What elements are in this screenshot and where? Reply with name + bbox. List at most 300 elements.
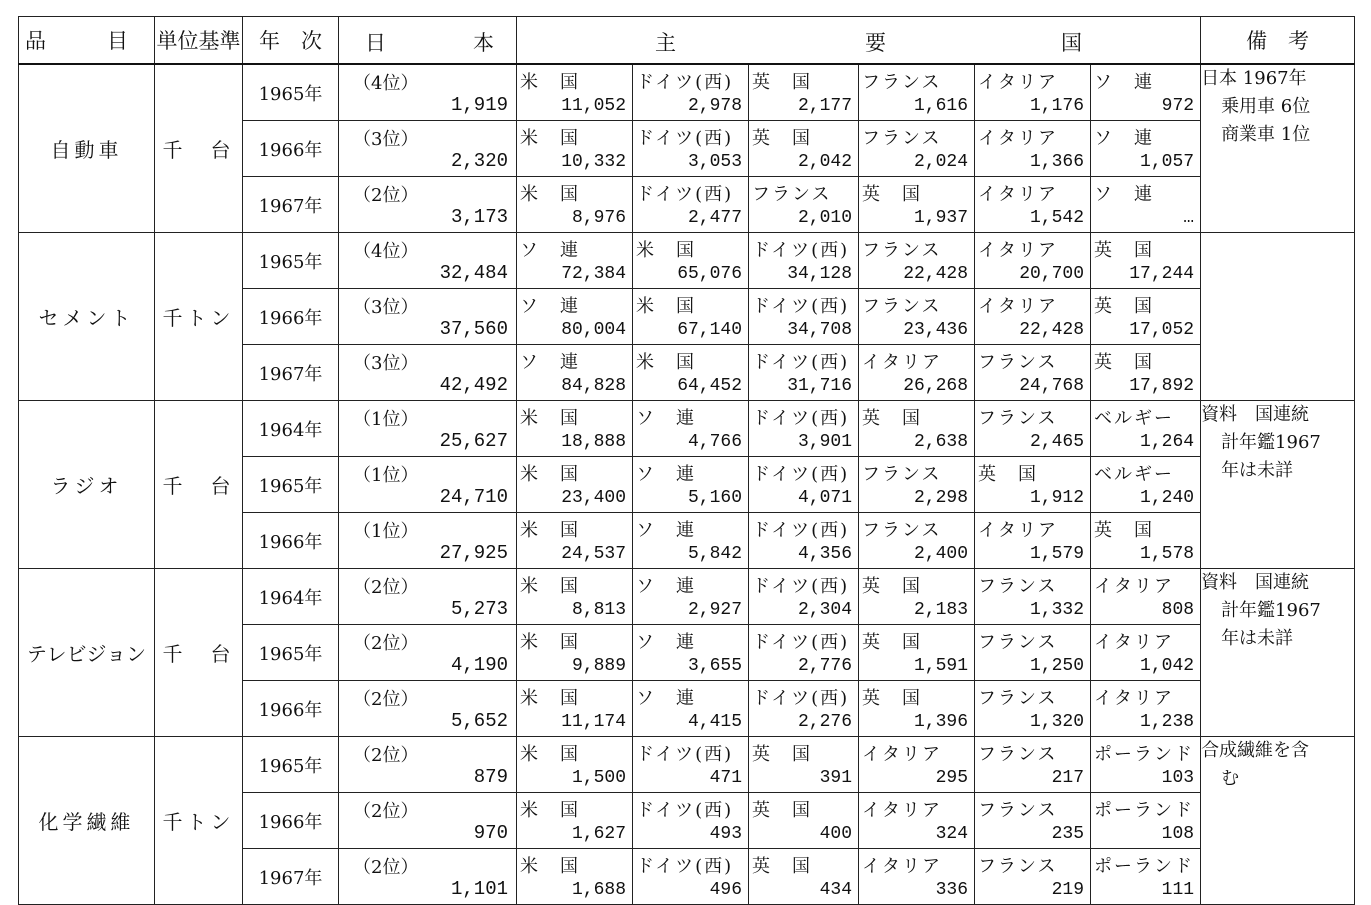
- country-value: 1,578: [1140, 544, 1195, 564]
- country-cell: [1091, 289, 1201, 345]
- country-cell: [749, 345, 859, 401]
- country-cell: [517, 737, 633, 793]
- country-cell: [975, 457, 1091, 513]
- statistics-table-container: [18, 16, 1355, 905]
- japan-rank: （4位）: [353, 241, 419, 262]
- country-cell: [975, 737, 1091, 793]
- country-name: イタリア: [978, 184, 1058, 205]
- country-value: 65,076: [677, 264, 742, 284]
- country-cell: [633, 345, 749, 401]
- country-cell: [749, 177, 859, 233]
- country-cell: [1091, 849, 1201, 905]
- country-value: 4,356: [797, 544, 852, 564]
- country-cell: [859, 849, 975, 905]
- japan-cell: [339, 681, 517, 737]
- country-cell: [975, 233, 1091, 289]
- country-value: 2,304: [797, 600, 852, 620]
- country-cell: [517, 289, 633, 345]
- japan-cell: [339, 64, 517, 121]
- unit-basis: 千 台: [155, 401, 243, 569]
- header-major-char-2: 要: [865, 31, 886, 55]
- country-name: フランス: [862, 128, 942, 149]
- note-cell: [1201, 569, 1355, 737]
- country-cell: [633, 177, 749, 233]
- country-name: フランス: [862, 72, 942, 93]
- country-value: 34,128: [787, 264, 852, 284]
- table-row: [19, 64, 1355, 121]
- country-value: 108: [1161, 824, 1195, 844]
- country-name: フランス: [978, 856, 1058, 877]
- country-cell: [1091, 513, 1201, 569]
- country-cell: [859, 737, 975, 793]
- country-cell: [1091, 177, 1201, 233]
- country-cell: [975, 64, 1091, 121]
- country-value: 808: [1161, 600, 1195, 620]
- country-value: 80,004: [561, 320, 626, 340]
- country-value: 31,716: [787, 376, 852, 396]
- country-value: 972: [1161, 96, 1195, 116]
- year-cell: 1964年: [243, 569, 339, 625]
- item-name: セメント: [19, 233, 155, 401]
- header-major-char-3: 国: [1061, 31, 1082, 55]
- japan-value: 25,627: [439, 430, 508, 452]
- country-value: 3,053: [687, 152, 742, 172]
- country-cell: [749, 233, 859, 289]
- country-name: ベルギー: [1094, 464, 1174, 485]
- country-name: 英 国: [752, 128, 812, 149]
- country-name: ソ 連: [520, 352, 580, 373]
- year-cell: 1966年: [243, 513, 339, 569]
- unit-basis: 千 台: [155, 64, 243, 233]
- japan-value: 27,925: [439, 542, 508, 564]
- country-value: 84,828: [561, 376, 626, 396]
- note-line: 年は未詳: [1221, 628, 1294, 649]
- year-cell: 1966年: [243, 681, 339, 737]
- country-cell: [749, 681, 859, 737]
- country-value: 1,579: [1029, 544, 1084, 564]
- country-value: 1,937: [913, 208, 968, 228]
- note-line: 資料 国連統: [1201, 572, 1310, 593]
- country-value: 2,024: [913, 152, 968, 172]
- country-value: 1,366: [1029, 152, 1084, 172]
- country-name: 米 国: [520, 800, 580, 821]
- note-cell: [1201, 401, 1355, 569]
- country-cell: [517, 121, 633, 177]
- country-name: 英 国: [752, 72, 812, 93]
- country-value: 2,298: [913, 488, 968, 508]
- country-cell: [975, 177, 1091, 233]
- country-cell: [859, 121, 975, 177]
- country-name: 英 国: [862, 184, 922, 205]
- japan-value: 3,173: [450, 206, 508, 228]
- country-cell: [633, 401, 749, 457]
- country-name: ソ 連: [636, 464, 696, 485]
- country-cell: [859, 233, 975, 289]
- country-name: 米 国: [520, 72, 580, 93]
- header-note: 備 考: [1201, 17, 1355, 65]
- country-name: フランス: [978, 688, 1058, 709]
- country-value: 496: [709, 880, 742, 900]
- country-value: 2,183: [913, 600, 968, 620]
- country-cell: [749, 569, 859, 625]
- country-name: 英 国: [978, 464, 1038, 485]
- country-name: ドイツ(西): [752, 632, 850, 653]
- japan-cell: [339, 233, 517, 289]
- country-name: 米 国: [520, 184, 580, 205]
- country-value: 2,776: [797, 656, 852, 676]
- country-value: 219: [1051, 880, 1084, 900]
- item-name: ラジオ: [19, 401, 155, 569]
- country-cell: [749, 289, 859, 345]
- country-value: 18,888: [561, 432, 626, 452]
- header-japan-char-1: 日: [365, 31, 386, 55]
- japan-cell: [339, 569, 517, 625]
- japan-value: 970: [473, 822, 508, 844]
- country-value: 64,452: [677, 376, 742, 396]
- country-value: 1,238: [1140, 712, 1195, 732]
- country-name: フランス: [978, 576, 1058, 597]
- country-name: ドイツ(西): [752, 296, 850, 317]
- japan-value: 5,652: [450, 710, 508, 732]
- country-value: 26,268: [903, 376, 968, 396]
- country-cell: [1091, 233, 1201, 289]
- japan-rank: （3位）: [353, 297, 419, 318]
- japan-rank: （2位）: [353, 745, 419, 766]
- country-cell: [975, 121, 1091, 177]
- country-cell: [859, 457, 975, 513]
- country-name: ドイツ(西): [752, 352, 850, 373]
- country-cell: [517, 401, 633, 457]
- country-cell: [633, 457, 749, 513]
- year-cell: 1965年: [243, 64, 339, 121]
- country-name: ソ 連: [636, 688, 696, 709]
- country-name: フランス: [978, 352, 1058, 373]
- country-name: フランス: [862, 296, 942, 317]
- country-name: ドイツ(西): [752, 520, 850, 541]
- country-value: 2,927: [687, 600, 742, 620]
- country-cell: [859, 401, 975, 457]
- country-cell: [859, 793, 975, 849]
- country-name: ドイツ(西): [752, 464, 850, 485]
- country-cell: [633, 625, 749, 681]
- country-name: ドイツ(西): [752, 576, 850, 597]
- country-cell: [517, 177, 633, 233]
- country-name: イタリア: [862, 352, 942, 373]
- country-value: 1,591: [913, 656, 968, 676]
- country-name: ドイツ(西): [636, 184, 734, 205]
- country-cell: [517, 625, 633, 681]
- country-cell: [749, 121, 859, 177]
- japan-rank: （2位）: [353, 185, 419, 206]
- year-cell: 1965年: [243, 233, 339, 289]
- country-value: 217: [1051, 768, 1084, 788]
- country-name: ソ 連: [636, 520, 696, 541]
- country-name: 米 国: [520, 856, 580, 877]
- header-item: 品 目: [19, 17, 155, 65]
- country-cell: [633, 64, 749, 121]
- item-name: 化学繊維: [19, 737, 155, 905]
- country-value: 2,477: [687, 208, 742, 228]
- year-cell: 1966年: [243, 121, 339, 177]
- country-name: 英 国: [752, 856, 812, 877]
- country-value: 24,768: [1019, 376, 1084, 396]
- country-value: 17,052: [1129, 320, 1195, 340]
- japan-value: 37,560: [439, 318, 508, 340]
- country-name: ドイツ(西): [752, 408, 850, 429]
- country-value: 2,400: [913, 544, 968, 564]
- japan-cell: [339, 513, 517, 569]
- country-value: 11,052: [561, 96, 626, 116]
- country-name: 米 国: [520, 464, 580, 485]
- note-line: 計年鑑1967: [1221, 600, 1321, 621]
- country-value: 9,889: [571, 656, 626, 676]
- country-cell: [633, 681, 749, 737]
- country-value: 67,140: [677, 320, 742, 340]
- country-value: 20,700: [1019, 264, 1084, 284]
- country-name: イタリア: [978, 296, 1058, 317]
- country-name: ドイツ(西): [636, 744, 734, 765]
- country-cell: [749, 64, 859, 121]
- country-cell: [1091, 793, 1201, 849]
- country-cell: [1091, 625, 1201, 681]
- country-name: ソ 連: [636, 632, 696, 653]
- country-value: 1,264: [1140, 432, 1195, 452]
- country-cell: [517, 513, 633, 569]
- country-value: 1,240: [1140, 488, 1195, 508]
- country-cell: [749, 625, 859, 681]
- header-row: [19, 17, 1355, 65]
- note-cell: [1201, 737, 1355, 905]
- country-value: 72,384: [561, 264, 626, 284]
- country-name: ソ 連: [636, 408, 696, 429]
- country-cell: [517, 64, 633, 121]
- country-value: 391: [819, 768, 852, 788]
- country-name: ドイツ(西): [636, 128, 734, 149]
- country-name: ドイツ(西): [636, 72, 734, 93]
- country-value: 1,042: [1140, 656, 1195, 676]
- country-cell: [633, 793, 749, 849]
- country-name: 英 国: [752, 744, 812, 765]
- note-line: 商業車 1位: [1221, 124, 1311, 145]
- country-cell: [633, 289, 749, 345]
- country-cell: [859, 513, 975, 569]
- japan-cell: [339, 401, 517, 457]
- japan-value: 32,484: [439, 262, 508, 284]
- country-name: ベルギー: [1094, 408, 1174, 429]
- country-value: 24,537: [561, 544, 626, 564]
- country-cell: [749, 737, 859, 793]
- country-value: 1,057: [1140, 152, 1195, 172]
- country-cell: [975, 401, 1091, 457]
- country-name: ソ 連: [1094, 72, 1154, 93]
- year-cell: 1965年: [243, 457, 339, 513]
- country-cell: [859, 64, 975, 121]
- country-name: 英 国: [862, 408, 922, 429]
- japan-rank: （1位）: [353, 521, 419, 542]
- country-cell: [1091, 121, 1201, 177]
- year-cell: 1967年: [243, 345, 339, 401]
- year-cell: 1965年: [243, 737, 339, 793]
- country-name: ソ 連: [520, 240, 580, 261]
- country-cell: [517, 849, 633, 905]
- country-value: 4,766: [687, 432, 742, 452]
- japan-value: 4,190: [450, 654, 508, 676]
- note-line: 資料 国連統: [1201, 404, 1310, 425]
- country-value: 434: [819, 880, 852, 900]
- country-cell: [1091, 569, 1201, 625]
- country-value: 2,978: [687, 96, 742, 116]
- country-name: イタリア: [978, 128, 1058, 149]
- japan-rank: （3位）: [353, 129, 419, 150]
- country-name: イタリア: [978, 520, 1058, 541]
- country-value: 1,500: [571, 768, 626, 788]
- country-cell: [975, 625, 1091, 681]
- country-value: 23,436: [903, 320, 968, 340]
- japan-value: 24,710: [439, 486, 508, 508]
- header-major-countries: [517, 17, 1201, 65]
- country-name: イタリア: [1094, 688, 1174, 709]
- country-value: 23,400: [561, 488, 626, 508]
- japan-rank: （3位）: [353, 353, 419, 374]
- country-cell: [749, 401, 859, 457]
- country-cell: [975, 513, 1091, 569]
- country-value: 324: [935, 824, 968, 844]
- country-cell: [859, 569, 975, 625]
- country-cell: [633, 569, 749, 625]
- header-japan: [339, 17, 517, 65]
- country-name: イタリア: [978, 72, 1058, 93]
- country-value: 1,250: [1029, 656, 1084, 676]
- country-name: イタリア: [1094, 576, 1174, 597]
- country-value: 17,244: [1129, 264, 1195, 284]
- country-cell: [749, 793, 859, 849]
- country-value: 103: [1161, 768, 1195, 788]
- country-name: イタリア: [978, 240, 1058, 261]
- country-value: 336: [935, 880, 968, 900]
- country-name: ソ 連: [1094, 128, 1154, 149]
- header-unit: 単位基準: [155, 17, 243, 65]
- country-cell: [975, 681, 1091, 737]
- country-value: 2,465: [1029, 432, 1084, 452]
- country-name: 米 国: [520, 744, 580, 765]
- japan-value: 2,320: [450, 150, 508, 172]
- country-cell: [975, 345, 1091, 401]
- year-cell: 1966年: [243, 289, 339, 345]
- table-row: [19, 233, 1355, 289]
- country-name: フランス: [978, 744, 1058, 765]
- country-cell: [517, 457, 633, 513]
- country-name: フランス: [862, 464, 942, 485]
- country-name: フランス: [978, 408, 1058, 429]
- country-value: 8,976: [571, 208, 626, 228]
- japan-rank: （2位）: [353, 857, 419, 878]
- country-cell: [517, 345, 633, 401]
- country-name: 英 国: [1094, 240, 1154, 261]
- country-value: 471: [709, 768, 742, 788]
- country-cell: [517, 793, 633, 849]
- country-name: ドイツ(西): [636, 800, 734, 821]
- country-value: 4,071: [797, 488, 852, 508]
- country-cell: [1091, 64, 1201, 121]
- country-cell: [1091, 457, 1201, 513]
- unit-basis: 千 台: [155, 569, 243, 737]
- country-cell: [517, 681, 633, 737]
- country-name: 英 国: [1094, 296, 1154, 317]
- country-cell: [633, 513, 749, 569]
- country-name: イタリア: [862, 744, 942, 765]
- country-name: 米 国: [520, 128, 580, 149]
- year-cell: 1966年: [243, 793, 339, 849]
- japan-cell: [339, 625, 517, 681]
- country-name: イタリア: [862, 800, 942, 821]
- country-name: ドイツ(西): [636, 856, 734, 877]
- country-name: ポーランド: [1094, 744, 1194, 765]
- header-japan-char-2: 本: [473, 31, 494, 55]
- country-cell: [1091, 401, 1201, 457]
- japan-value: 42,492: [439, 374, 508, 396]
- country-name: 英 国: [862, 632, 922, 653]
- item-name: 自動車: [19, 64, 155, 233]
- country-cell: [633, 737, 749, 793]
- japan-cell: [339, 849, 517, 905]
- country-value: 1,912: [1029, 488, 1084, 508]
- country-name: 米 国: [636, 240, 696, 261]
- country-cell: [517, 569, 633, 625]
- country-cell: [1091, 681, 1201, 737]
- japan-value: 879: [473, 766, 508, 788]
- country-cell: [1091, 737, 1201, 793]
- country-value: …: [1183, 208, 1195, 228]
- japan-cell: [339, 457, 517, 513]
- table-body: [19, 64, 1355, 905]
- country-cell: [859, 625, 975, 681]
- country-name: ドイツ(西): [752, 240, 850, 261]
- japan-rank: （2位）: [353, 689, 419, 710]
- country-name: イタリア: [1094, 632, 1174, 653]
- note-cell: [1201, 233, 1355, 401]
- country-value: 5,842: [687, 544, 742, 564]
- country-value: 1,332: [1029, 600, 1084, 620]
- japan-cell: [339, 289, 517, 345]
- country-name: ドイツ(西): [752, 688, 850, 709]
- country-name: ポーランド: [1094, 800, 1194, 821]
- country-name: ソ 連: [636, 576, 696, 597]
- country-name: 英 国: [862, 688, 922, 709]
- country-name: フランス: [978, 800, 1058, 821]
- note-cell: [1201, 64, 1355, 233]
- country-name: 米 国: [520, 408, 580, 429]
- country-value: 4,415: [687, 712, 742, 732]
- country-value: 8,813: [571, 600, 626, 620]
- country-value: 1,320: [1029, 712, 1084, 732]
- note-line: 乗用車 6位: [1221, 96, 1311, 117]
- country-value: 2,638: [913, 432, 968, 452]
- country-value: 1,542: [1029, 208, 1084, 228]
- country-name: 米 国: [520, 688, 580, 709]
- country-cell: [859, 681, 975, 737]
- country-cell: [633, 121, 749, 177]
- country-cell: [1091, 345, 1201, 401]
- country-value: 2,276: [797, 712, 852, 732]
- country-value: 17,892: [1129, 376, 1195, 396]
- country-name: 英 国: [862, 576, 922, 597]
- country-name: 英 国: [1094, 352, 1154, 373]
- country-value: 2,177: [797, 96, 852, 116]
- japan-cell: [339, 737, 517, 793]
- country-name: ソ 連: [520, 296, 580, 317]
- country-cell: [749, 457, 859, 513]
- country-cell: [749, 849, 859, 905]
